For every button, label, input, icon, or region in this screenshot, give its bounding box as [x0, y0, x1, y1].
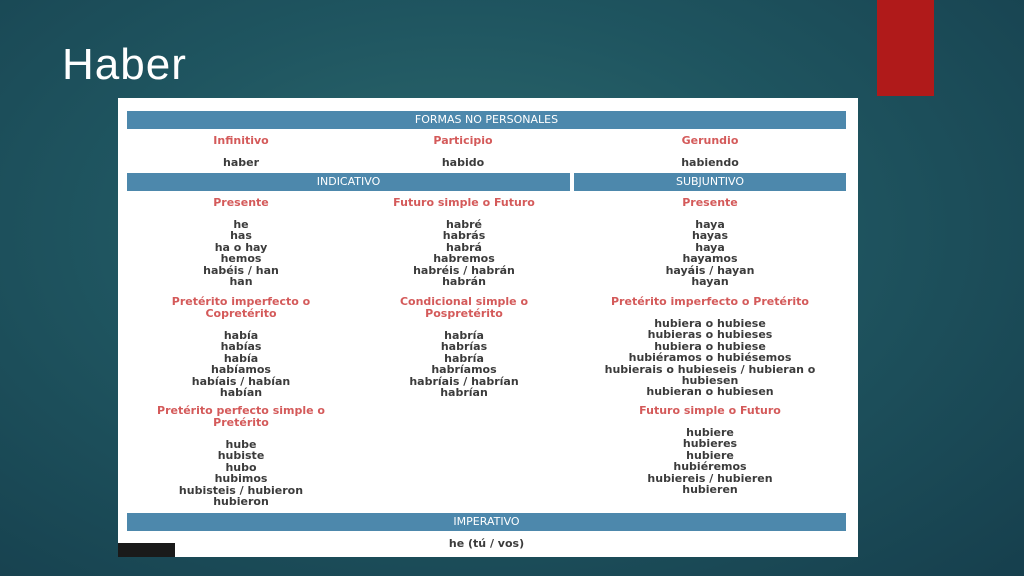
conjugation-forms: [580, 219, 840, 287]
conjugation-form: habríamos: [431, 363, 497, 377]
tense-label-line: Presente: [682, 196, 738, 209]
imperativo-cell: [127, 538, 846, 549]
conjugation-form: hubisteis / hubieron: [178, 483, 304, 497]
participio-cell: [348, 135, 578, 168]
tense-label-line: Pretérito imperfecto o: [171, 295, 311, 308]
conjugation-form: hubo: [225, 460, 257, 474]
tense-label: [580, 197, 840, 209]
conjugation-forms: [580, 427, 840, 495]
conjugation-forms: [358, 219, 570, 287]
conjugation-form: hayáis / hayan: [665, 263, 755, 277]
tense-label-line: Copretérito: [205, 307, 277, 320]
tense-label: [358, 197, 570, 209]
tense-label-line: Pretérito imperfecto o Pretérito: [611, 295, 809, 308]
conjugation-form: habéis / han: [203, 263, 279, 277]
gerundio-value: habiendo: [681, 156, 739, 169]
conjugation-form: hubiera o hubiese: [654, 317, 766, 330]
conjugation-form: hubieron: [213, 495, 269, 509]
conjugation-form: hubiéremos: [673, 460, 747, 474]
conjugation-form: habían: [219, 386, 263, 400]
tense-label: [136, 405, 346, 429]
conjugation-table: [118, 98, 858, 557]
conjugation-form: habría: [444, 351, 484, 365]
tense-label: [136, 197, 346, 209]
conjugation-form: hubieras o hubieses: [647, 328, 773, 342]
subj-presente: [580, 197, 840, 287]
conjugation-form: había: [223, 351, 259, 365]
conjugation-form: has: [230, 229, 252, 243]
conjugation-form: hubiesen: [681, 374, 739, 388]
conjugation-form: habré: [445, 218, 482, 231]
conjugation-form: habíais / habían: [191, 374, 291, 388]
tense-label-line: Pospretérito: [425, 307, 503, 320]
conjugation-form: hubiera o hubiese: [654, 339, 766, 353]
conjugation-forms: [358, 330, 570, 398]
infinitivo-value: haber: [222, 156, 259, 169]
conjugation-form: hubiere: [686, 448, 734, 462]
conjugation-form: haya: [695, 240, 725, 254]
conjugation-form: habíamos: [211, 363, 271, 377]
conjugation-forms: [580, 318, 840, 398]
conjugation-form: habremos: [433, 252, 495, 266]
conjugation-form: ha o hay: [214, 240, 268, 254]
conjugation-forms: [136, 219, 346, 287]
conjugation-form: hubiereis / hubieren: [647, 471, 773, 485]
conjugation-forms: [136, 439, 346, 507]
subj-imperfecto: [580, 296, 840, 398]
conjugation-form: habrías: [440, 340, 488, 354]
conjugation-form: hubieren: [682, 483, 738, 497]
conjugation-form: haya: [695, 218, 725, 231]
conjugation-form: habríais / habrían: [409, 374, 519, 388]
conjugation-form: hubieres: [682, 437, 738, 451]
conjugation-form: habías: [220, 340, 262, 354]
header-imperativo: IMPERATIVO: [127, 513, 846, 531]
tense-label-line: Presente: [213, 196, 269, 209]
tense-label-line: Futuro simple o Futuro: [639, 404, 781, 417]
header-indicativo: INDICATIVO: [127, 173, 570, 191]
conjugation-form: hubiere: [686, 426, 734, 439]
imperativo-value: he (tú / vos): [448, 537, 525, 550]
conjugation-form: hayan: [691, 275, 729, 289]
video-control-overlay: [118, 543, 175, 557]
conjugation-form: habrán: [442, 275, 486, 289]
gerundio-label: Gerundio: [681, 134, 739, 147]
tense-label-line: Pretérito: [213, 416, 269, 429]
tense-label: [580, 296, 840, 308]
tense-label: [358, 296, 570, 320]
conjugation-form: hubiéramos o hubiésemos: [628, 351, 792, 365]
conjugation-form: hemos: [220, 252, 262, 266]
conjugation-form: hubimos: [214, 472, 268, 486]
tense-label-line: Futuro simple o Futuro: [393, 196, 535, 209]
conjugation-form: he: [233, 218, 249, 231]
conjugation-form: habrá: [446, 240, 482, 254]
conjugation-form: hayas: [691, 229, 729, 243]
subj-futuro: [580, 405, 840, 495]
participio-label: Participio: [433, 134, 493, 147]
conjugation-form: han: [229, 275, 253, 289]
gerundio-cell: [585, 135, 835, 168]
ind-condicional: [358, 296, 570, 398]
slide-title: Haber: [62, 40, 187, 89]
conjugation-form: hube: [225, 438, 257, 451]
tense-label: [580, 405, 840, 417]
conjugation-form: había: [223, 329, 259, 342]
ind-imperfecto: [136, 296, 346, 398]
conjugation-form: hayamos: [682, 252, 738, 266]
header-formas-no-personales: FORMAS NO PERSONALES: [127, 111, 846, 129]
conjugation-form: hubiste: [217, 449, 265, 463]
conjugation-form: habría: [444, 329, 484, 342]
ind-presente: [136, 197, 346, 287]
tense-label: [136, 296, 346, 320]
ind-perfecto-simple: [136, 405, 346, 507]
tense-label-line: Pretérito perfecto simple o: [157, 404, 325, 417]
conjugation-form: habrás: [442, 229, 486, 243]
participio-value: habido: [441, 156, 485, 169]
tense-label-line: Condicional simple o: [399, 295, 529, 308]
infinitivo-cell: [126, 135, 356, 168]
infinitivo-label: Infinitivo: [213, 134, 269, 147]
conjugation-form: hubierais o hubieseis / hubieran o: [604, 362, 816, 376]
conjugation-form: habrían: [440, 386, 488, 400]
conjugation-form: hubieran o hubiesen: [646, 385, 774, 399]
conjugation-forms: [136, 330, 346, 398]
header-subjuntivo: SUBJUNTIVO: [574, 173, 846, 191]
conjugation-form: habréis / habrán: [413, 263, 515, 277]
red-accent-bar: [877, 0, 934, 96]
ind-futuro: [358, 197, 570, 287]
